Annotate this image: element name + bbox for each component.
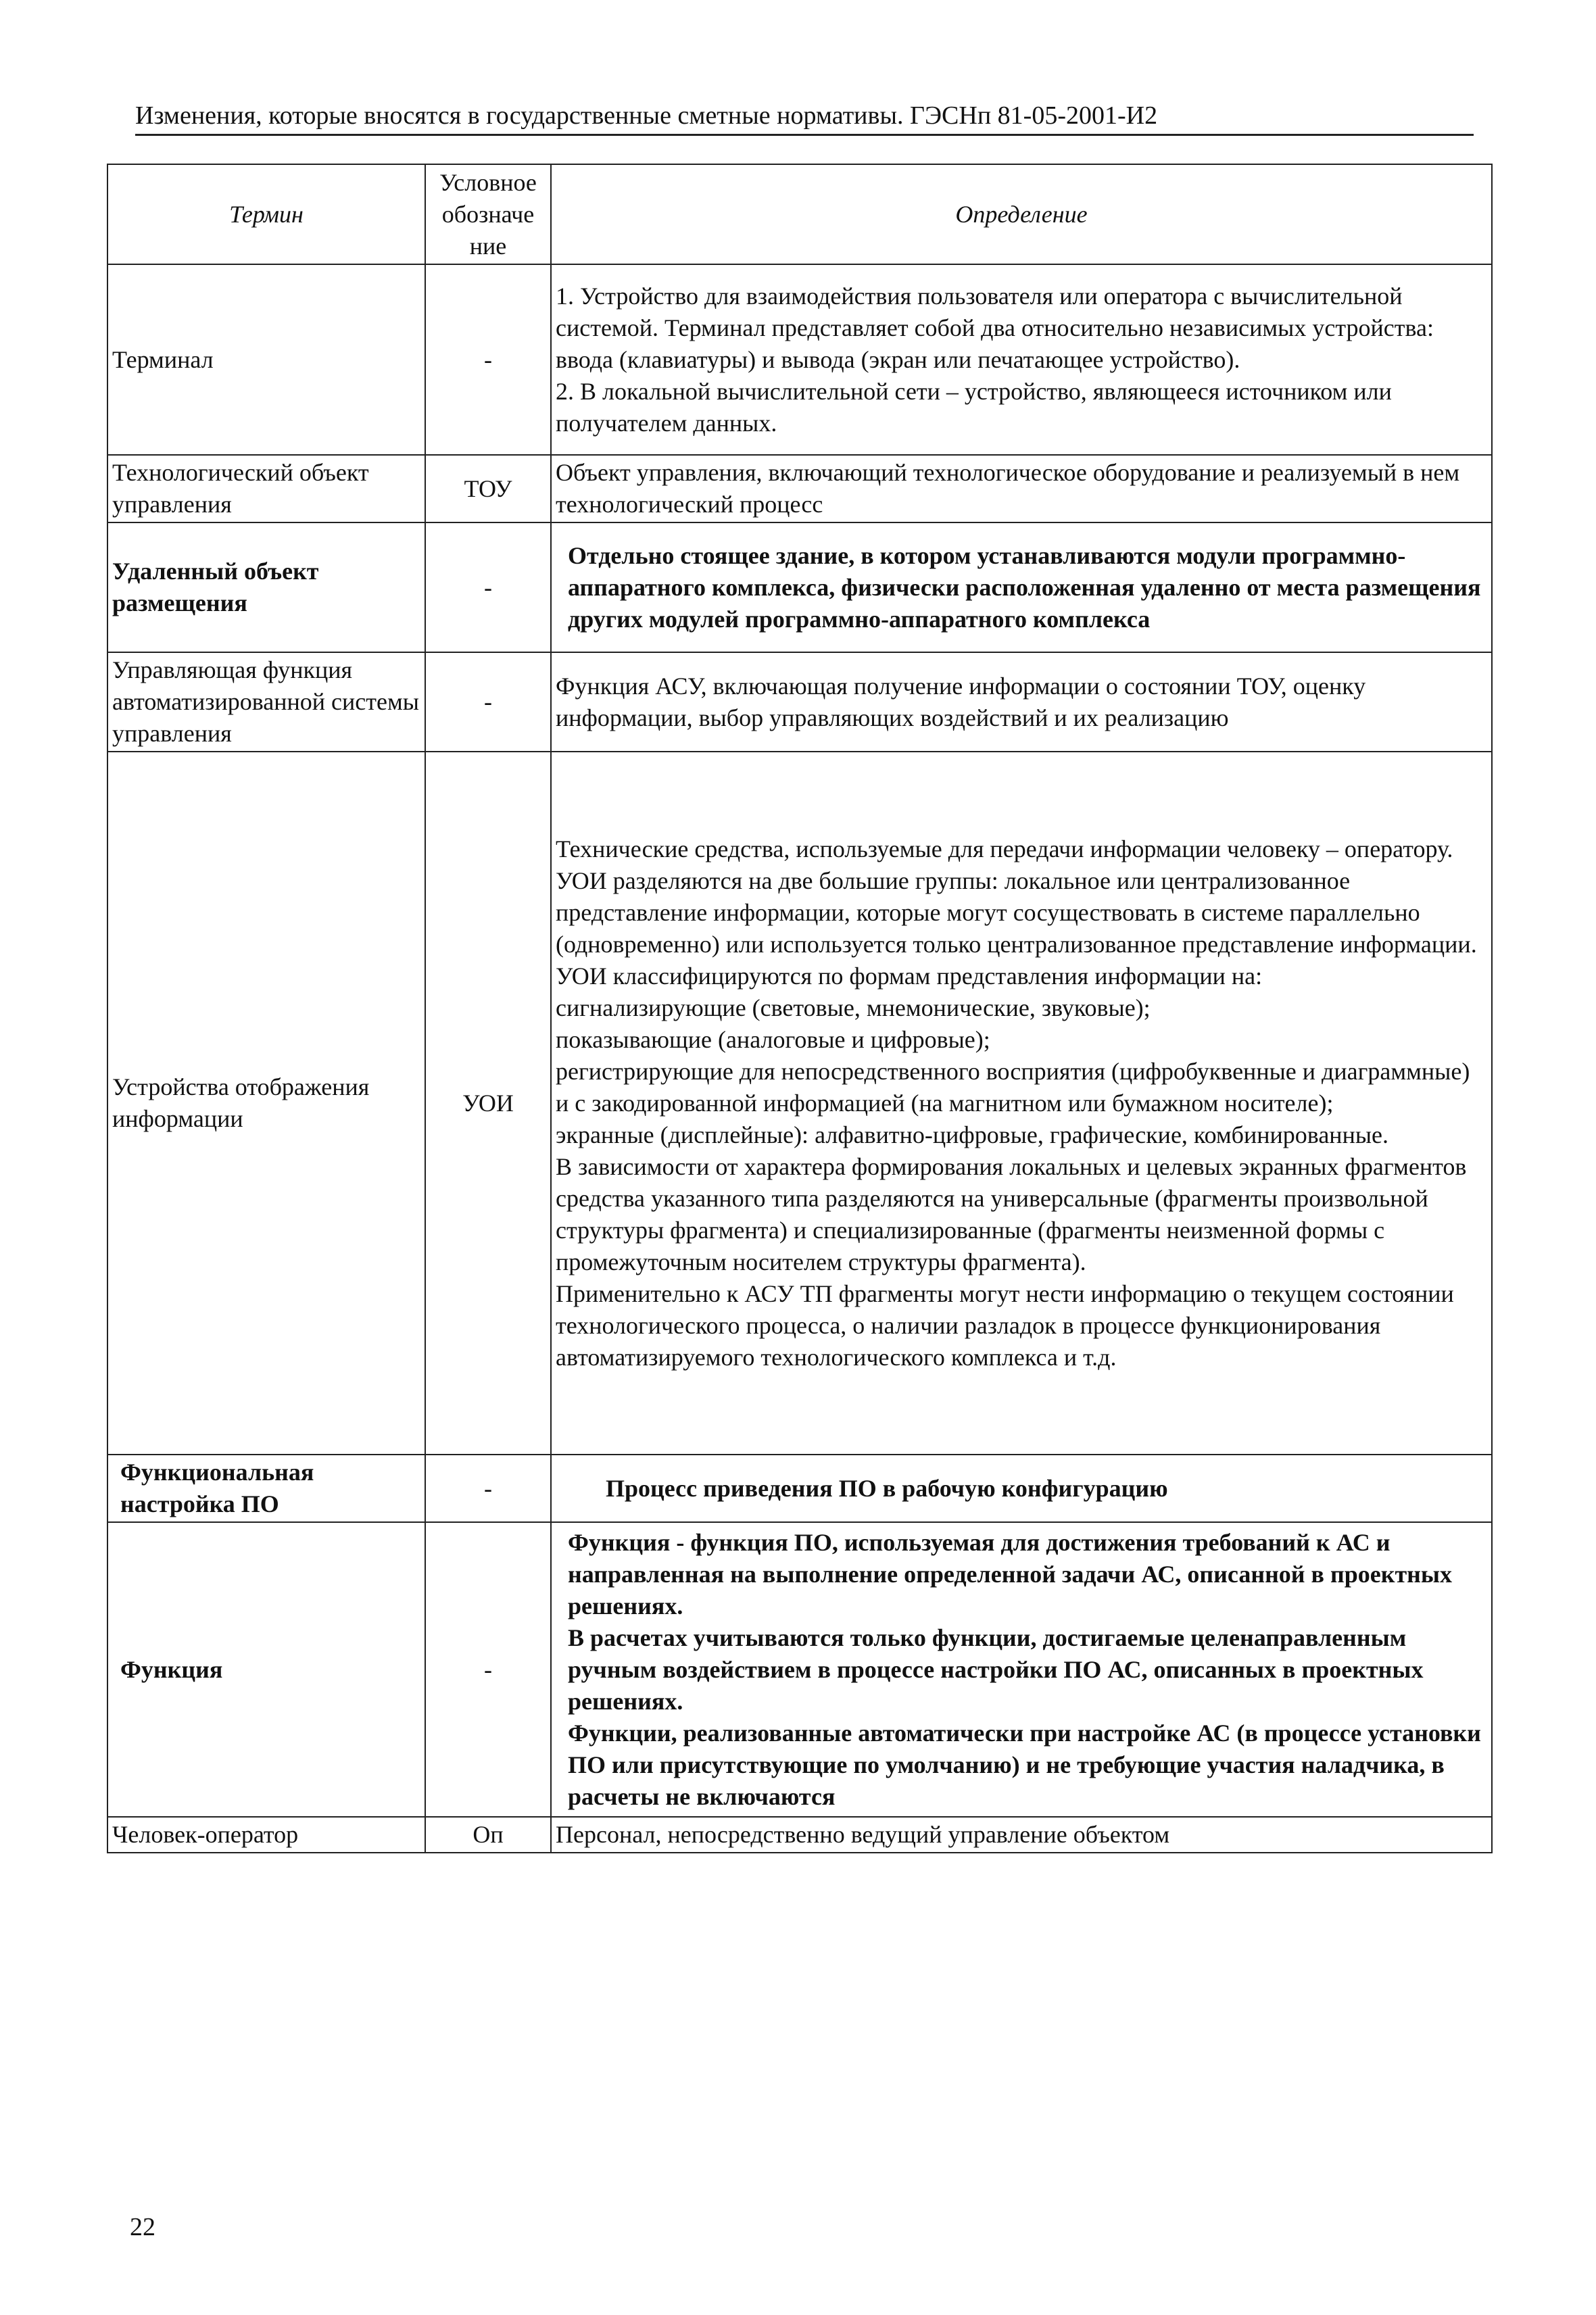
definition-paragraph: Применительно к АСУ ТП фрагменты могут нести информацию о текущем состоянии технологического процесса, о наличии разладок в процессе функционирования автоматизируемого технологического комплекса и т.д. [556, 1280, 1454, 1371]
symbol-cell: - [425, 1522, 551, 1817]
term-cell: Технологический объект управления [107, 455, 425, 522]
page-number: 22 [130, 2213, 155, 2241]
table-row [107, 522, 1492, 652]
definition-paragraph: УОИ классифицируются по формам представления информации на: [556, 962, 1263, 990]
table-row [107, 1817, 1492, 1853]
column-header-term: Термин [107, 164, 425, 264]
definition-paragraph: Процесс приведения ПО в рабочую конфигурацию [606, 1474, 1168, 1502]
term-cell: Удаленный объект размещения [107, 522, 425, 652]
term-cell: Устройства отображения информации [107, 752, 425, 1455]
definition-paragraph: регистрирующие для непосредственного восприятия (цифробуквенные и диаграммные) и с закодированной информацией (на магнитном или бумажном носителе); [556, 1057, 1470, 1117]
symbol-cell: ТОУ [425, 455, 551, 522]
column-header-symbol: Условное обозначе ние [425, 164, 551, 264]
table-row [107, 1522, 1492, 1817]
symbol-cell: - [425, 264, 551, 455]
definition-cell [551, 652, 1492, 752]
term-cell: Функция [107, 1522, 425, 1817]
definition-cell [551, 264, 1492, 455]
definition-paragraph: Функция АСУ, включающая получение информации о состоянии ТОУ, оценку информации, выбор управляющих воздействий и их реализацию [556, 672, 1366, 731]
table-row [107, 1455, 1492, 1522]
definition-cell [551, 1455, 1492, 1522]
definition-paragraph: экранные (дисплейные): алфавитно-цифровые, графические, комбинированные. [556, 1121, 1388, 1148]
definition-paragraph: 2. В локальной вычислительной сети – устройство, являющееся источником или получателем данных. [556, 377, 1392, 437]
page-header: Изменения, которые вносятся в государственные сметные нормативы. ГЭСНп 81-05-2001-И2 [135, 99, 1474, 136]
definition-paragraph: В зависимости от характера формирования локальных и целевых экранных фрагментов средства указанного типа разделяются на универсальные (фрагменты произвольной структуры фрагмента) и специализированные (фрагменты неизменной формы с промежуточным носителем структуры фрагмента). [556, 1152, 1467, 1275]
table-row [107, 455, 1492, 522]
table-row [107, 264, 1492, 455]
definition-paragraph: В расчетах учитываются только функции, достигаемые целенаправленным ручным воздействием в процессе настройки ПО АС, описанных в проектных решениях. [568, 1624, 1424, 1715]
symbol-cell: - [425, 652, 551, 752]
definition-paragraph: УОИ разделяются на две большие группы: локальное или централизованное представление информации, которые могут сосуществовать в системе параллельно (одновременно) или используется только централизованное представление информации. [556, 867, 1477, 958]
term-cell: Управляющая функция автоматизированной системы управления [107, 652, 425, 752]
term-cell: Терминал [107, 264, 425, 455]
symbol-cell: Оп [425, 1817, 551, 1853]
definition-paragraph: 1. Устройство для взаимодействия пользователя или оператора с вычислительной системой. Терминал представляет собой два относительно независимых устройства: ввода (клавиатуры) и вывода (экран или печатающее устройство). [556, 282, 1434, 373]
definition-cell [551, 522, 1492, 652]
table-header-row [107, 164, 1492, 264]
symbol-cell: - [425, 1455, 551, 1522]
definition-cell [551, 455, 1492, 522]
definition-paragraph: Функция - функция ПО, используемая для достижения требований к АС и направленная на выполнение определенной задачи АС, описанной в проектных решениях. [568, 1528, 1453, 1619]
definition-cell [551, 752, 1492, 1455]
definition-cell [551, 1817, 1492, 1853]
definition-paragraph: Объект управления, включающий технологическое оборудование и реализуемый в нем технологический процесс [556, 459, 1460, 518]
term-cell: Функциональная настройка ПО [107, 1455, 425, 1522]
definition-paragraph: сигнализирующие (световые, мнемонические, звуковые); [556, 994, 1151, 1021]
symbol-cell: - [425, 522, 551, 652]
definition-paragraph: Персонал, непосредственно ведущий управление объектом [556, 1821, 1170, 1848]
symbol-cell: УОИ [425, 752, 551, 1455]
table-row [107, 752, 1492, 1455]
definition-paragraph: Отдельно стоящее здание, в котором устанавливаются модули программно-аппаратного комплекса, физически расположенная удаленно от места размещения других модулей программно-аппаратного комплекса [568, 541, 1481, 633]
terms-table [107, 164, 1493, 1853]
definition-cell [551, 1522, 1492, 1817]
table-row [107, 652, 1492, 752]
definition-paragraph: Функции, реализованные автоматически при настройке АС (в процессе установки ПО или присутствующие по умолчанию) и не требующие участия наладчика, в расчеты не включаются [568, 1719, 1481, 1810]
term-cell: Человек-оператор [107, 1817, 425, 1853]
definition-paragraph: показывающие (аналоговые и цифровые); [556, 1025, 990, 1053]
column-header-definition: Определение [551, 164, 1492, 264]
definition-paragraph: Технические средства, используемые для передачи информации человеку – оператору. [556, 835, 1453, 862]
